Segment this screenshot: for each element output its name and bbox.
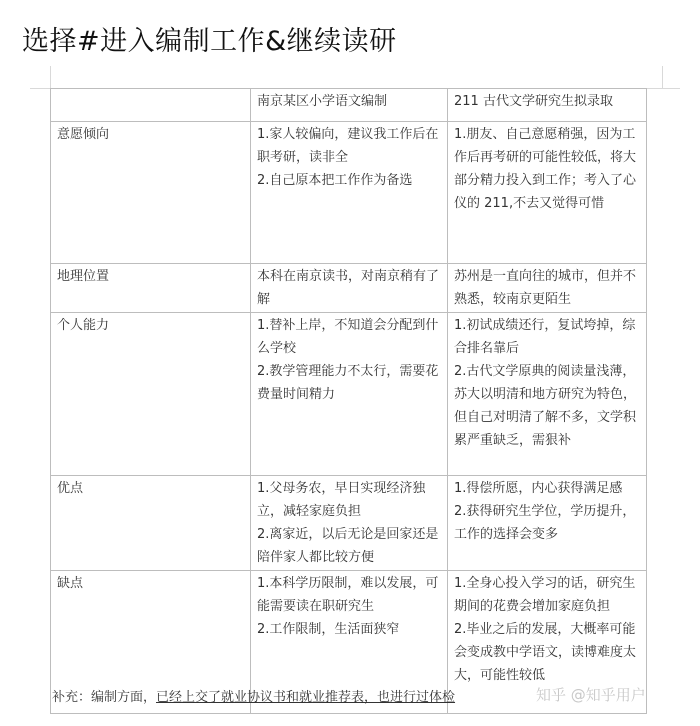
cell-paragraph: 2.古代文学原典的阅读量浅薄，苏大以明清和地方研究为特色，但自己对明清了解不多，文学积累严重缺乏，需狠补 — [454, 364, 637, 448]
table-row — [51, 264, 647, 313]
cell-paragraph: 2.获得研究生学位，学历提升，工作的选择会变多 — [454, 504, 636, 542]
option-b-cell — [448, 476, 647, 571]
cell-paragraph: 苏州是一直向往的城市，但并不熟悉，较南京更陌生 — [454, 269, 637, 307]
cell-paragraph: 1.家人较偏向，建议我工作后在职考研，读非全 — [257, 127, 439, 165]
option-a-cell — [251, 264, 448, 313]
zhihu-watermark: 知乎 @知乎用户 — [536, 686, 646, 704]
cell-paragraph: 2.离家近，以后无论是回家还是陪伴家人都比较方便 — [257, 527, 439, 565]
cell-paragraph: 1.替补上岸，不知道会分配到什么学校 — [257, 318, 439, 356]
footnote — [52, 686, 455, 705]
table-row — [51, 313, 647, 476]
header-cell-option-a: 南京某区小学语文编制 — [251, 89, 448, 122]
comparison-table — [50, 88, 647, 714]
footnote-prefix: 补充：编制方面， — [52, 690, 157, 705]
cell-paragraph: 1.父母务农，早日实现经济独立，减轻家庭负担 — [257, 481, 426, 519]
row-label: 地理位置 — [51, 264, 251, 313]
row-label: 优点 — [51, 476, 251, 571]
option-a-cell — [251, 476, 448, 571]
option-b-cell — [448, 313, 647, 476]
cell-paragraph: 1.朋友、自己意愿稍强，因为工作后再考研的可能性较低，将大部分精力投入到工作；考入了心仪的 211,不去又觉得可惜 — [454, 127, 637, 211]
option-b-cell — [448, 122, 647, 264]
option-a-cell — [251, 313, 448, 476]
cell-paragraph: 1.全身心投入学习的话，研究生期间的花费会增加家庭负担 — [454, 576, 636, 614]
row-label: 意愿倾向 — [51, 122, 251, 264]
row-label: 缺点 — [51, 571, 251, 714]
page-corner-mark-left — [50, 66, 51, 88]
page-title: 选择#进入编制工作&继续读研 — [22, 26, 397, 57]
cell-paragraph: 本科在南京读书，对南京稍有了解 — [257, 269, 440, 307]
table-row — [51, 476, 647, 571]
cell-paragraph: 2.毕业之后的发展，大概率可能会变成教中学语文，读博难度太大，可能性较低 — [454, 622, 637, 683]
option-b-cell — [448, 264, 647, 313]
table-row — [51, 122, 647, 264]
cell-paragraph: 2.自己原本把工作作为备选 — [257, 173, 413, 188]
cell-paragraph: 2.工作限制，生活面狭窄 — [257, 622, 400, 637]
page-corner-mark-right — [662, 66, 663, 88]
header-cell-option-b: 211 古代文学研究生拟录取 — [448, 89, 647, 122]
table-header-row — [51, 89, 647, 122]
row-label: 个人能力 — [51, 313, 251, 476]
header-cell-empty — [51, 89, 251, 122]
cell-paragraph: 1.得偿所愿，内心获得满足感 — [454, 481, 623, 496]
cell-paragraph: 1.初试成绩还行，复试垮掉，综合排名靠后 — [454, 318, 636, 356]
cell-paragraph: 2.教学管理能力不太行，需要花费量时间精力 — [257, 364, 439, 402]
option-a-cell — [251, 122, 448, 264]
cell-paragraph: 1.本科学历限制，难以发展，可能需要读在职研究生 — [257, 576, 439, 614]
footnote-underlined: 已经上交了就业协议书和就业推荐表，也进行过体检 — [156, 690, 456, 705]
